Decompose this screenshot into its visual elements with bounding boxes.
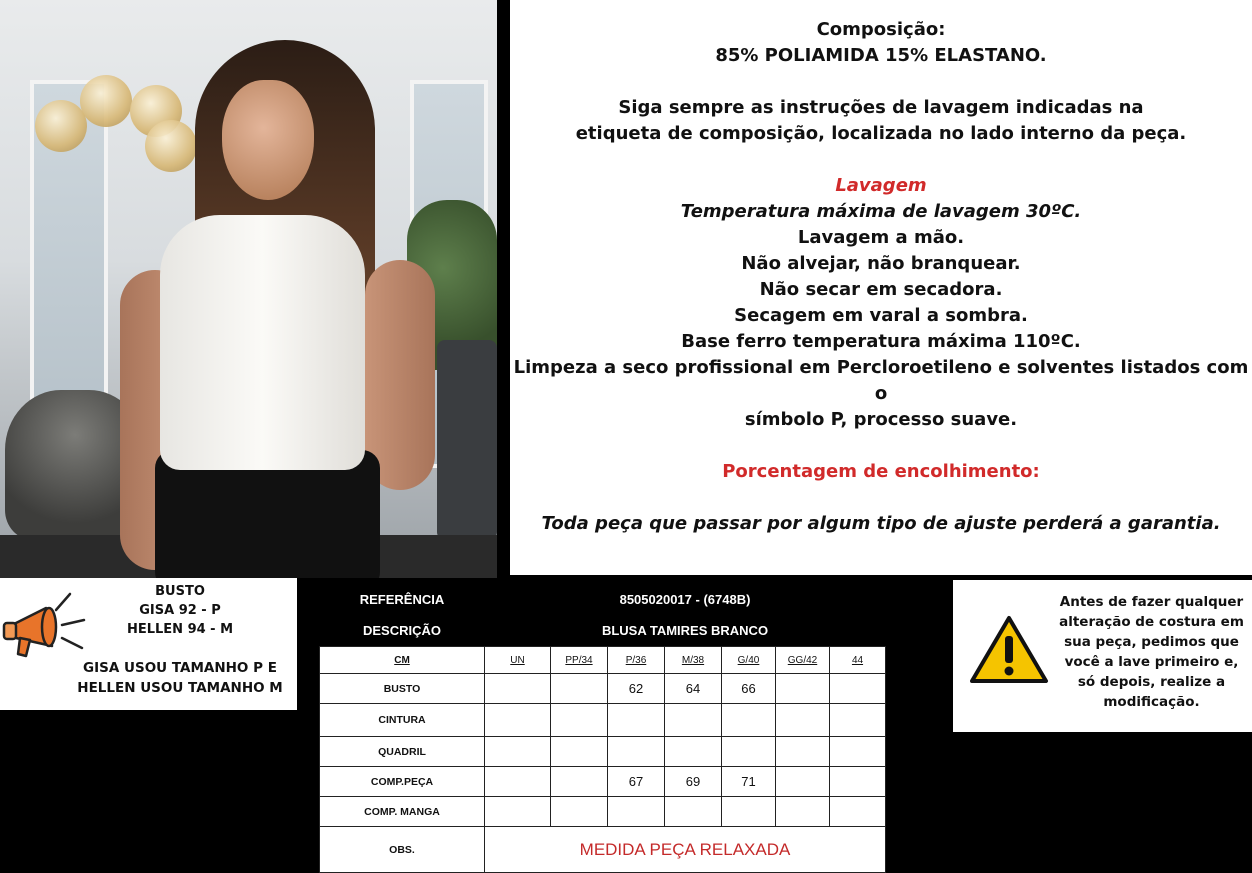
warning-text: Antes de fazer qualquer alteração de costura em sua peça, pedimos que você a lave primeiro e, só depois, realize a modificação. [1059, 594, 1244, 710]
size-header-row [320, 647, 886, 674]
table-cell [722, 704, 776, 737]
table-cell [485, 674, 551, 704]
cm-label: CM [320, 647, 485, 674]
size-header: P/36 [608, 647, 665, 674]
wash-line: Secagem em varal a sombra. [734, 305, 1028, 326]
table-cell [830, 704, 886, 737]
table-cell: 69 [665, 767, 722, 797]
wash-line: símbolo P, processo suave. [744, 409, 1018, 430]
wash-line: Lavagem a mão. [797, 227, 965, 248]
pendant-lamp [80, 75, 132, 127]
table-cell [485, 737, 551, 767]
table-cell [722, 737, 776, 767]
row-label: COMP. MANGA [320, 797, 485, 827]
size-header: 44 [830, 647, 886, 674]
table-cell: 71 [722, 767, 776, 797]
alteration-warning-box [953, 580, 1252, 732]
table-cell [551, 737, 608, 767]
megaphone-icon [2, 590, 90, 662]
composition-value: 85% POLIAMIDA 15% ELASTANO. [715, 45, 1047, 66]
instruction-line: etiqueta de composição, localizada no lado interno da peça. [575, 123, 1187, 144]
wash-temperature: Temperatura máxima de lavagem 30ºC. [680, 201, 1082, 222]
chair [437, 340, 497, 540]
reference-label: REFERÊNCIA [320, 584, 485, 615]
table-cell [722, 797, 776, 827]
size-header: G/40 [722, 647, 776, 674]
pendant-lamp [145, 120, 197, 172]
white-blouse [160, 215, 365, 470]
shrinkage-title: Porcentagem de encolhimento: [722, 461, 1040, 482]
model-hellen-size: HELLEN 94 - M [126, 622, 234, 637]
table-cell [830, 674, 886, 704]
wash-line: Não secar em secadora. [759, 279, 1003, 300]
table-cell: 62 [608, 674, 665, 704]
wash-line: Não alvejar, não branquear. [741, 253, 1021, 274]
table-cell [608, 704, 665, 737]
size-header: GG/42 [776, 647, 830, 674]
row-label: CINTURA [320, 704, 485, 737]
row-label: COMP.PEÇA [320, 767, 485, 797]
description-label: DESCRIÇÃO [320, 615, 485, 647]
wash-title: Lavagem [835, 175, 927, 196]
size-header: UN [485, 647, 551, 674]
obs-label: OBS. [320, 827, 485, 873]
table-cell: 67 [608, 767, 665, 797]
table-row [320, 674, 886, 704]
product-photo [0, 0, 497, 578]
table-row [320, 737, 886, 767]
obs-value: MEDIDA PEÇA RELAXADA [485, 827, 886, 873]
row-label: BUSTO [320, 674, 485, 704]
instruction-line: Siga sempre as instruções de lavagem indicadas na [618, 97, 1144, 118]
description-value: BLUSA TAMIRES BRANCO [485, 615, 886, 647]
table-row [320, 767, 886, 797]
pendant-lamp [35, 100, 87, 152]
reference-row [320, 584, 886, 615]
table-row [320, 797, 886, 827]
table-cell [485, 797, 551, 827]
table-cell [551, 767, 608, 797]
table-cell: 66 [722, 674, 776, 704]
busto-title: BUSTO [155, 584, 205, 599]
table-cell [665, 737, 722, 767]
table-cell: 64 [665, 674, 722, 704]
table-row [320, 704, 886, 737]
table-cell [665, 704, 722, 737]
wash-line: Limpeza a seco profissional em Percloroetileno e solventes listados com o [513, 357, 1249, 404]
table-cell [608, 797, 665, 827]
warranty-note: Toda peça que passar por algum tipo de ajuste perderá a garantia. [541, 513, 1221, 534]
row-label: QUADRIL [320, 737, 485, 767]
table-cell [551, 704, 608, 737]
table-cell [485, 704, 551, 737]
table-cell [551, 797, 608, 827]
table-cell [776, 767, 830, 797]
table-cell [830, 737, 886, 767]
model-note-line: HELLEN USOU TAMANHO M [77, 680, 283, 696]
table-cell [776, 704, 830, 737]
model-note-line: GISA USOU TAMANHO P E [83, 660, 277, 676]
model-gisa-size: GISA 92 - P [139, 603, 221, 618]
table-cell [665, 797, 722, 827]
table-cell [830, 797, 886, 827]
table-cell [485, 767, 551, 797]
table-cell [776, 674, 830, 704]
care-info-panel [510, 0, 1252, 575]
size-header: M/38 [665, 647, 722, 674]
table-cell [830, 767, 886, 797]
description-row [320, 615, 886, 647]
model-face [222, 80, 314, 200]
table-cell [551, 674, 608, 704]
model-size-box [0, 578, 297, 710]
table-cell [608, 737, 665, 767]
table-cell [776, 797, 830, 827]
table-cell [776, 737, 830, 767]
composition-title: Composição: [816, 19, 946, 40]
obs-row [320, 827, 886, 873]
reference-value: 8505020017 - (6748B) [485, 584, 886, 615]
wash-line: Base ferro temperatura máxima 110ºC. [681, 331, 1081, 352]
size-table [319, 584, 886, 873]
size-header: PP/34 [551, 647, 608, 674]
warning-icon [969, 614, 1049, 684]
